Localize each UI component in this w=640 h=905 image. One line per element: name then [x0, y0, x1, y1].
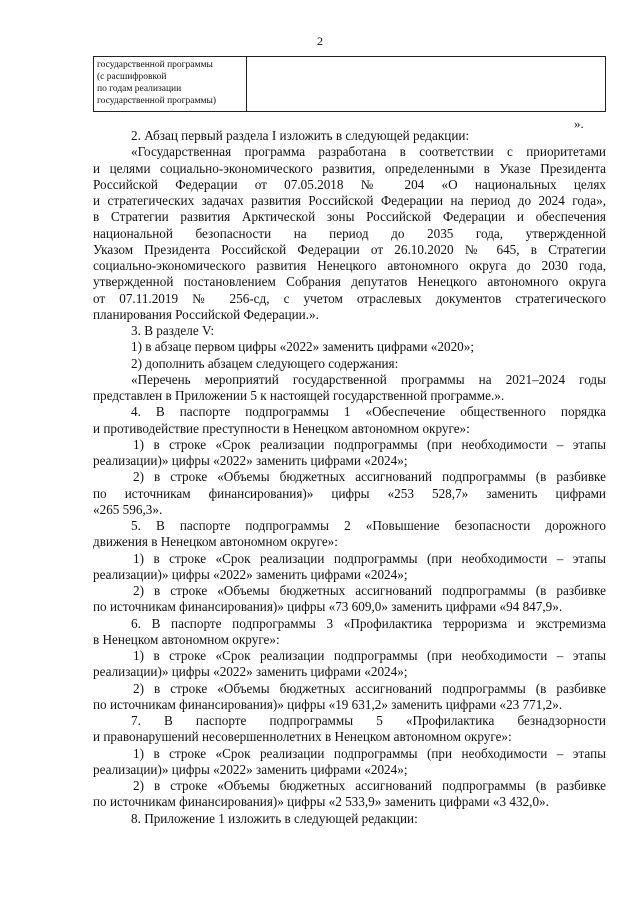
text-line: 1) в строке «Срок реализации подпрограммы (при необходимости – этапы — [133, 436, 606, 452]
text-line: 4. В паспорте подпрограммы 1 «Обеспечение общественного порядка — [131, 404, 606, 420]
text-line: 2) в строке «Объемы бюджетных ассигнований подпрограммы (в разбивке — [133, 469, 606, 485]
text-line: по источникам финансирования)» цифры «73 609,0» заменить цифрами «94 847,9». — [93, 599, 563, 615]
text-line: по источникам финансирования)» цифры «253 528,7» заменить цифрами — [93, 485, 606, 501]
table-cell-line: по годам реализации — [97, 84, 182, 94]
page-number: 2 — [317, 34, 323, 48]
text-line: 8. Приложение 1 изложить в следующей редакции: — [131, 810, 418, 826]
table-cell-value — [247, 57, 606, 112]
text-line: 1) в строке «Срок реализации подпрограммы (при необходимости – этапы — [133, 745, 606, 761]
table-cell-label — [94, 57, 247, 112]
quote-closing-mark: ». — [574, 116, 584, 131]
text-line: Указом Президента Российской Федерации от 26.10.2020 № 645, в Стратегии — [93, 241, 606, 257]
text-line: «Государственная программа разработана в соответствии с приоритетами — [131, 144, 606, 160]
text-line: в Стратегии развития Арктической зоны Российской Федерации и обеспечения — [93, 209, 606, 225]
text-line: 7. В паспорте подпрограммы 5 «Профилактика безнадзорности — [131, 713, 606, 728]
text-line: от 07.11.2019 № 256-сд, с учетом отраслевых документов стратегического — [93, 290, 606, 306]
text-line: 2) в строке «Объемы бюджетных ассигнований подпрограммы (в разбивке — [133, 778, 606, 793]
text-line: утвержденной постановлением Собрания депутатов Ненецкого автономного округа — [93, 274, 606, 290]
text-line: в Ненецком автономном округе»: — [93, 631, 280, 647]
text-line: 2) в строке «Объемы бюджетных ассигнований подпрограммы (в разбивке — [133, 583, 606, 598]
text-line: и целями социально-экономического развития, определенными в Указе Президента — [93, 160, 606, 176]
text-line: движения в Ненецком автономном округе»: — [93, 534, 338, 550]
text-line: 2) в строке «Объемы бюджетных ассигнований подпрограммы (в разбивке — [133, 680, 606, 696]
text-line: 2) дополнить абзацем следующего содержания: — [131, 355, 399, 371]
text-line: 2. Абзац первый раздела I изложить в следующей редакции: — [131, 128, 470, 143]
table-cell-line: государственной программы — [97, 60, 213, 70]
text-line: реализации)» цифры «2022» заменить цифрами «2024»; — [93, 664, 408, 680]
text-line: 5. В паспорте подпрограммы 2 «Повышение безопасности дорожного — [131, 518, 606, 533]
text-line: и правонарушений несовершеннолетних в Ненецком автономном округе»: — [93, 729, 512, 745]
program-passport-table-fragment — [93, 56, 606, 112]
document-body-text — [93, 128, 606, 827]
text-line: и стратегических задачах развития Российской Федерации на период до 2024 года», — [93, 193, 606, 208]
table-cell-line: государственной программы) — [97, 96, 217, 106]
text-line: 3. В разделе V: — [131, 323, 215, 338]
text-line: 1) в абзаце первом цифры «2022» заменить цифрами «2020»; — [131, 339, 475, 355]
text-line: социально-экономического развития Ненецкого автономного округа до 2030 года, — [93, 258, 606, 273]
text-line: реализации)» цифры «2022» заменить цифрами «2024»; — [93, 566, 408, 582]
text-line: и противодействие преступности в Ненецком автономном округе»: — [93, 420, 470, 436]
text-line: по источникам финансирования)» цифры «19 631,2» заменить цифрами «23 771,2». — [93, 696, 563, 712]
text-line: 1) в строке «Срок реализации подпрограммы (при необходимости – этапы — [133, 550, 606, 566]
table-cell-line: (с расшифровкой — [97, 72, 167, 82]
text-line: Российской Федерации от 07.05.2018 № 204 «О национальных целях — [93, 176, 606, 192]
text-line: реализации)» цифры «2022» заменить цифрами «2024»; — [93, 453, 408, 468]
text-line: по источникам финансирования)» цифры «2 533,9» заменить цифрами «3 432,0». — [93, 794, 549, 810]
text-line: «Перечень мероприятий государственной программы на 2021–2024 годы — [131, 371, 606, 387]
text-line: реализации)» цифры «2022» заменить цифрами «2024»; — [93, 761, 408, 777]
text-line: национальной безопасности на период до 2035 года, утвержденной — [93, 225, 606, 241]
text-line: 1) в строке «Срок реализации подпрограммы (при необходимости – этапы — [133, 648, 606, 663]
text-line: планирования Российской Федерации.». — [93, 306, 319, 322]
text-line: 6. В паспорте подпрограммы 3 «Профилактика терроризма и экстремизма — [131, 615, 606, 631]
text-line: представлен в Приложении 5 к настоящей государственной программе.». — [93, 388, 505, 403]
text-line: «265 596,3». — [93, 501, 163, 517]
